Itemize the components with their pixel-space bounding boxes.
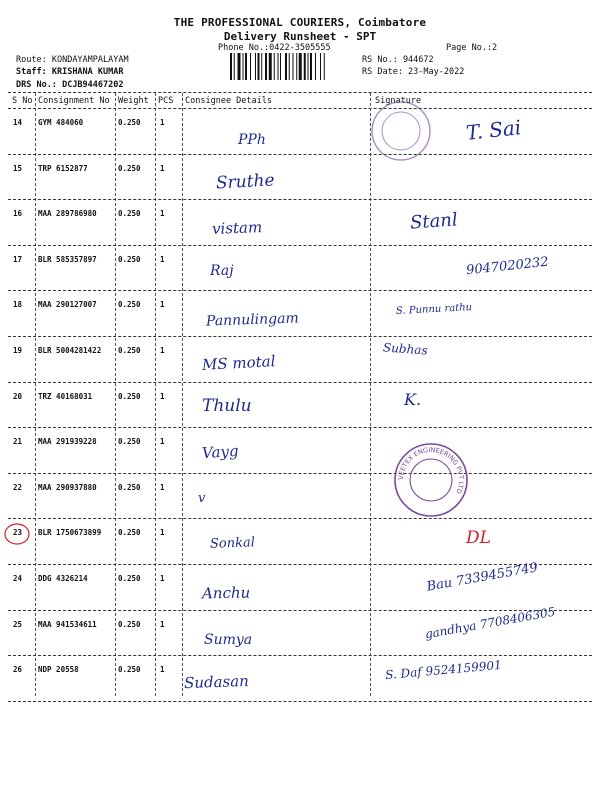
- barcode-bar: [258, 53, 260, 80]
- cell-consignment: DDG 4326214: [38, 574, 88, 583]
- col-header-sno: S No: [12, 96, 33, 106]
- col-divider: [35, 93, 36, 696]
- cell-pcs: 1: [160, 118, 165, 127]
- barcode-bar: [304, 53, 306, 80]
- cell-weight: 0.250: [118, 574, 141, 583]
- barcode-bar: [238, 53, 241, 80]
- cell-pcs: 1: [160, 300, 165, 310]
- signature-handwriting: Subhas: [382, 340, 429, 358]
- signature-handwriting: gandhya 7708406305: [423, 604, 557, 641]
- cell-sno: 19: [13, 346, 23, 355]
- barcode-bar: [234, 53, 235, 80]
- consignee-handwriting: Pannulingam: [205, 310, 300, 331]
- col-header-pcs: PCS: [158, 96, 174, 106]
- cell-pcs: 1: [160, 391, 165, 401]
- cell-consignment: BLR 1750673899: [38, 528, 102, 538]
- document-subtitle: Delivery Runsheet - SPT: [223, 30, 377, 43]
- barcode-bar: [265, 53, 267, 80]
- row-divider: [8, 427, 592, 428]
- row-divider: [8, 199, 592, 200]
- barcode-bar: [261, 53, 262, 80]
- consignee-handwriting: Thulu: [202, 395, 252, 416]
- col-header-consignment: Consignment No: [38, 96, 110, 106]
- cell-consignment: BLR 585357897: [38, 254, 97, 264]
- cell-sno: 14: [13, 118, 23, 127]
- barcode-bar: [278, 53, 279, 80]
- cell-consignment: MAA 291939228: [38, 437, 97, 447]
- barcode-bar: [274, 53, 275, 80]
- cell-consignment: MAA 290937880: [38, 482, 97, 492]
- route-value: KONDAYAMPALAYAM: [51, 55, 129, 65]
- phone-number: Phone No.:0422-3505555: [218, 43, 331, 53]
- cell-pcs: 1: [160, 619, 165, 629]
- signature-handwriting: S. Daf 9524159901: [384, 658, 503, 683]
- barcode-bar: [310, 53, 312, 80]
- cell-consignment: MAA 941534611: [38, 619, 97, 629]
- row-divider: [8, 655, 592, 656]
- cell-consignment: BLR 5004281422: [38, 346, 102, 355]
- cell-sno: 23: [13, 528, 23, 538]
- consignee-handwriting: Anchu: [201, 583, 251, 603]
- signature-handwriting: DL: [466, 528, 491, 549]
- barcode-bar: [230, 53, 232, 80]
- cell-sno: 21: [13, 437, 23, 447]
- cell-weight: 0.250: [118, 163, 141, 173]
- row-divider: [8, 518, 592, 519]
- cell-pcs: 1: [160, 254, 165, 264]
- barcode-bar: [243, 53, 244, 80]
- consignee-handwriting: MS motal: [201, 352, 276, 374]
- barcode-bar: [320, 53, 321, 80]
- consignee-handwriting: v: [198, 490, 206, 506]
- document-title: THE PROFESSIONAL COURIERS, Coimbatore: [173, 16, 427, 29]
- cell-consignment: NDP 20558: [38, 665, 79, 675]
- cell-weight: 0.250: [118, 254, 141, 264]
- consignee-handwriting: Sruthe: [215, 170, 276, 194]
- table-header-rule: [8, 108, 592, 109]
- barcode-bar: [315, 53, 316, 80]
- signature-handwriting: S. Punnu rathu: [395, 302, 473, 318]
- barcode-bar: [250, 53, 251, 80]
- col-divider: [182, 93, 183, 696]
- stamp-text: VEETEX ENGINEERING PVT LTD: [396, 445, 466, 495]
- staff-line: [16, 67, 124, 77]
- cell-sno: 22: [13, 482, 23, 492]
- cell-pcs: 1: [160, 346, 165, 355]
- staff-value: KRISHANA KUMAR: [51, 67, 124, 77]
- cell-weight: 0.250: [118, 528, 141, 538]
- route-label: Route:: [16, 55, 47, 65]
- cell-pcs: 1: [160, 528, 165, 538]
- cell-weight: 0.250: [118, 346, 141, 355]
- cell-consignment: MAA 290127007: [38, 300, 97, 310]
- barcode-bar: [299, 53, 302, 80]
- consignee-handwriting: Vayg: [201, 441, 240, 463]
- signature-handwriting: Stanl: [409, 209, 459, 234]
- drs-value: DCJB94467202: [62, 80, 124, 90]
- cell-sno: 17: [13, 254, 23, 264]
- barcode-bar: [285, 53, 287, 80]
- consignee-handwriting: Sonkal: [209, 535, 256, 553]
- signature-handwriting: T. Sai: [464, 115, 523, 145]
- cell-weight: 0.250: [118, 437, 141, 447]
- cell-weight: 0.250: [118, 619, 141, 629]
- cell-weight: 0.250: [118, 300, 141, 310]
- barcode-bar: [245, 53, 247, 80]
- cell-weight: 0.250: [118, 209, 141, 219]
- signature-handwriting: Bau 7339455749: [425, 560, 539, 595]
- cell-sno: 26: [13, 665, 23, 675]
- cell-sno: 15: [13, 163, 23, 173]
- row-divider: [8, 245, 592, 246]
- row-divider: [8, 701, 592, 702]
- staff-label: Staff:: [16, 67, 47, 77]
- barcode-bar: [293, 53, 294, 80]
- route-line: [16, 55, 129, 65]
- cell-weight: 0.250: [118, 482, 141, 492]
- drs-label: DRS No.:: [16, 80, 57, 90]
- cell-sno: 18: [13, 300, 23, 310]
- cell-weight: 0.250: [118, 118, 141, 127]
- drs-line: [16, 80, 124, 90]
- cell-consignment: TRZ 40168031: [38, 391, 93, 401]
- cell-weight: 0.250: [118, 391, 141, 401]
- col-header-weight: Weight: [118, 96, 149, 106]
- consignee-handwriting: Sudasan: [183, 672, 250, 693]
- row-divider: [8, 290, 592, 291]
- barcode-bar: [308, 53, 309, 80]
- barcode-bar: [324, 53, 325, 80]
- cell-sno: 16: [13, 209, 23, 219]
- row-divider: [8, 382, 592, 383]
- cell-sno: 24: [13, 574, 23, 583]
- cell-weight: 0.250: [118, 665, 141, 675]
- signature-handwriting: K.: [404, 389, 422, 409]
- cell-consignment: GYM 484060: [38, 118, 84, 127]
- cell-pcs: 1: [160, 665, 165, 675]
- cell-consignment: MAA 289786980: [38, 209, 97, 219]
- consignee-handwriting: vistam: [211, 218, 263, 239]
- rs-date: RS Date: 23-May-2022: [362, 67, 465, 77]
- consignee-handwriting: Sumya: [204, 631, 253, 648]
- row-divider: [8, 473, 592, 474]
- barcode-bar: [296, 53, 297, 80]
- cell-pcs: 1: [160, 163, 165, 173]
- cell-pcs: 1: [160, 482, 165, 492]
- col-divider: [155, 93, 156, 696]
- row-divider: [8, 154, 592, 155]
- cell-pcs: 1: [160, 209, 165, 219]
- red-circle-mark: [2, 520, 32, 548]
- barcode-bar: [269, 53, 272, 80]
- col-divider: [370, 93, 371, 696]
- cell-consignment: TRP 6152877: [38, 163, 88, 173]
- consignee-handwriting: Raj: [210, 262, 234, 279]
- cell-pcs: 1: [160, 437, 165, 447]
- row-divider: [8, 610, 592, 611]
- row-divider: [8, 336, 592, 337]
- rs-number: RS No.: 944672: [362, 55, 434, 65]
- page-number: Page No.:2: [446, 43, 498, 53]
- col-divider: [115, 93, 116, 696]
- company-stamp-bottom: [393, 442, 469, 518]
- col-header-signature: Signature: [375, 96, 422, 106]
- cell-sno: 25: [13, 619, 23, 629]
- barcode: [230, 53, 358, 80]
- cell-pcs: 1: [160, 574, 165, 583]
- cell-sno: 20: [13, 391, 23, 401]
- barcode-bar: [255, 53, 256, 80]
- consignee-handwriting: PPh: [238, 132, 266, 148]
- col-header-consignee: Consignee Details: [185, 96, 272, 106]
- company-stamp-top: [370, 100, 432, 162]
- barcode-bar: [289, 53, 290, 80]
- barcode-bar: [280, 53, 281, 80]
- signature-handwriting: 9047020232: [465, 254, 550, 279]
- table-top-rule: [8, 92, 592, 93]
